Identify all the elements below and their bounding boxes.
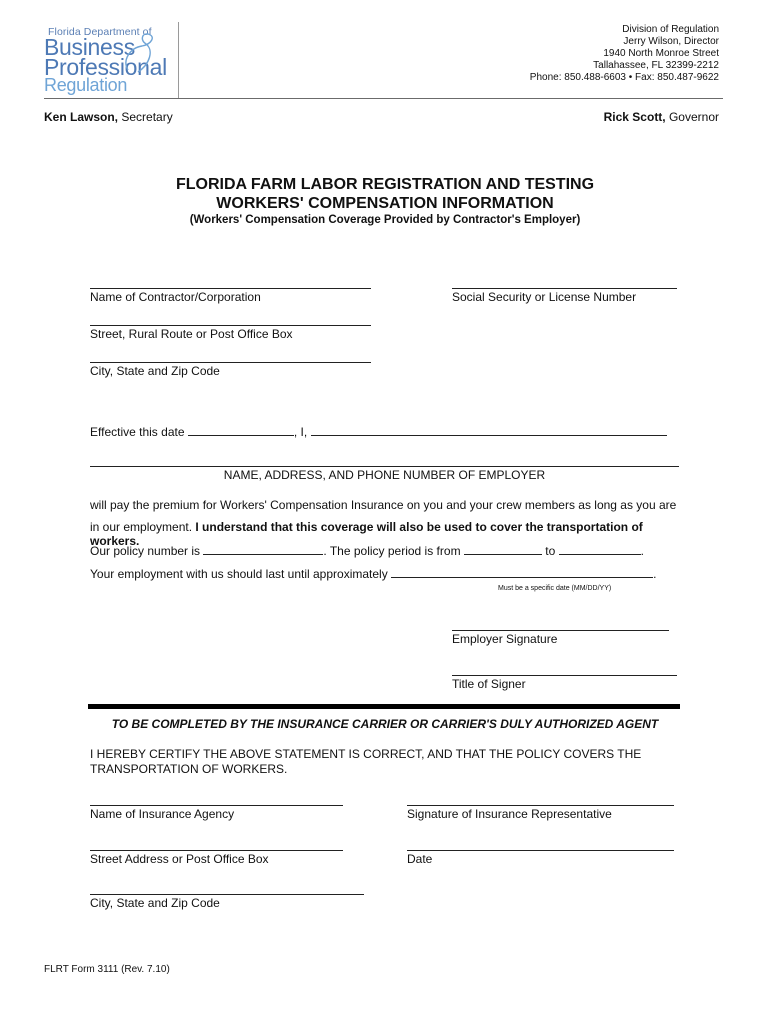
date-field[interactable]: [407, 850, 674, 851]
title-of-signer-label: Title of Signer: [452, 677, 526, 691]
employment-prefix: Your employment with us should last until approximately: [90, 567, 388, 581]
logo-business-text: Business: [44, 34, 135, 60]
employer-signature-field[interactable]: [452, 630, 669, 631]
date-label: Date: [407, 852, 433, 866]
effective-mid: , I,: [293, 425, 308, 439]
street-label: Street, Rural Route or Post Office Box: [90, 327, 293, 341]
employer-signature-label: Employer Signature: [452, 632, 558, 646]
insurance-agency-label: Name of Insurance Agency: [90, 807, 235, 821]
secretary: [44, 110, 173, 124]
policy-period-end: .: [640, 544, 644, 558]
phone-fax: Phone: 850.488-6603 • Fax: 850.487-9622: [529, 72, 719, 83]
policy-end-field[interactable]: [559, 543, 641, 555]
effective-date-field[interactable]: [188, 424, 294, 436]
employment-row: [90, 566, 656, 581]
ssn-license-label: Social Security or License Number: [452, 290, 637, 304]
contractor-name-label: Name of Contractor/Corporation: [90, 290, 261, 304]
policy-start-field[interactable]: [464, 543, 542, 555]
street-address: 1940 North Monroe Street: [603, 48, 719, 59]
logo-department-text: Florida Department of: [48, 26, 152, 38]
insurance-agency-field[interactable]: [90, 805, 343, 806]
agency-city-label: City, State and Zip Code: [90, 896, 220, 910]
governor-title: Governor: [665, 110, 719, 124]
ssn-license-field[interactable]: [452, 288, 677, 289]
section-divider: [88, 704, 680, 709]
form-title-line1: FLORIDA FARM LABOR REGISTRATION AND TESTING: [175, 176, 595, 193]
city-field[interactable]: [90, 362, 371, 363]
city-address: Tallahassee, FL 32399-2212: [593, 60, 719, 71]
transportation-statement: I understand that this coverage will also be used to cover the transportation of workers.: [90, 520, 643, 548]
carrier-heading: TO BE COMPLETED BY THE INSURANCE CARRIER OR CARRIER'S DULY AUTHORIZED AGENT: [111, 717, 659, 731]
form-subtitle: (Workers' Compensation Coverage Provided by Contractor's Employer): [189, 214, 581, 226]
director-name: Jerry Wilson, Director: [623, 36, 719, 47]
rep-signature-label: Signature of Insurance Representative: [407, 807, 612, 821]
effective-date-row: [90, 424, 667, 439]
city-label: City, State and Zip Code: [90, 364, 220, 378]
logo-professional-text: Professional: [44, 54, 167, 80]
title-of-signer-field[interactable]: [452, 675, 677, 676]
form-title-line2: WORKERS' COMPENSATION INFORMATION: [216, 195, 554, 212]
employment-end: .: [653, 567, 657, 581]
policy-number-field[interactable]: [203, 543, 323, 555]
contractor-name-inline-field[interactable]: [311, 424, 667, 436]
header-rule: [44, 98, 723, 99]
policy-prefix: Our policy number is: [90, 544, 201, 558]
logo-regulation-text: Regulation: [44, 75, 128, 95]
employment-end-date-field[interactable]: [391, 566, 653, 578]
certify-statement: I HEREBY CERTIFY THE ABOVE STATEMENT IS CORRECT, AND THAT THE POLICY COVERS THE TRANSPORTATION OF WORKERS.: [90, 747, 642, 776]
date-format-note: Must be a specific date (MM/DD/YY): [498, 585, 612, 592]
employment-text: in our employment.: [90, 520, 196, 534]
premium-paragraph-line1: will pay the premium for Workers' Compensation Insurance on you and your crew members as long as you are: [90, 498, 677, 512]
agency-street-label: Street Address or Post Office Box: [90, 852, 269, 866]
agency-street-field[interactable]: [90, 850, 343, 851]
logo-swirl-icon: [120, 30, 160, 78]
secretary-name: Ken Lawson,: [44, 110, 119, 124]
contractor-name-field[interactable]: [90, 288, 371, 289]
header-divider: [178, 22, 179, 98]
governor: [604, 110, 719, 124]
employer-info-field[interactable]: [90, 466, 679, 467]
form-number: FLRT Form 3111 (Rev. 7.10): [44, 964, 170, 975]
effective-prefix: Effective this date: [90, 425, 185, 439]
agency-city-field[interactable]: [90, 894, 364, 895]
street-field[interactable]: [90, 325, 371, 326]
rep-signature-field[interactable]: [407, 805, 674, 806]
governor-name: Rick Scott,: [603, 110, 666, 124]
policy-to-label: to: [545, 544, 556, 558]
policy-row: [90, 543, 644, 558]
division-address: [530, 24, 719, 84]
policy-period-label: . The policy period is from: [323, 544, 461, 558]
division-name: Division of Regulation: [622, 24, 719, 35]
employer-info-label: NAME, ADDRESS, AND PHONE NUMBER OF EMPLOYER: [223, 468, 546, 482]
secretary-title: Secretary: [118, 110, 173, 124]
